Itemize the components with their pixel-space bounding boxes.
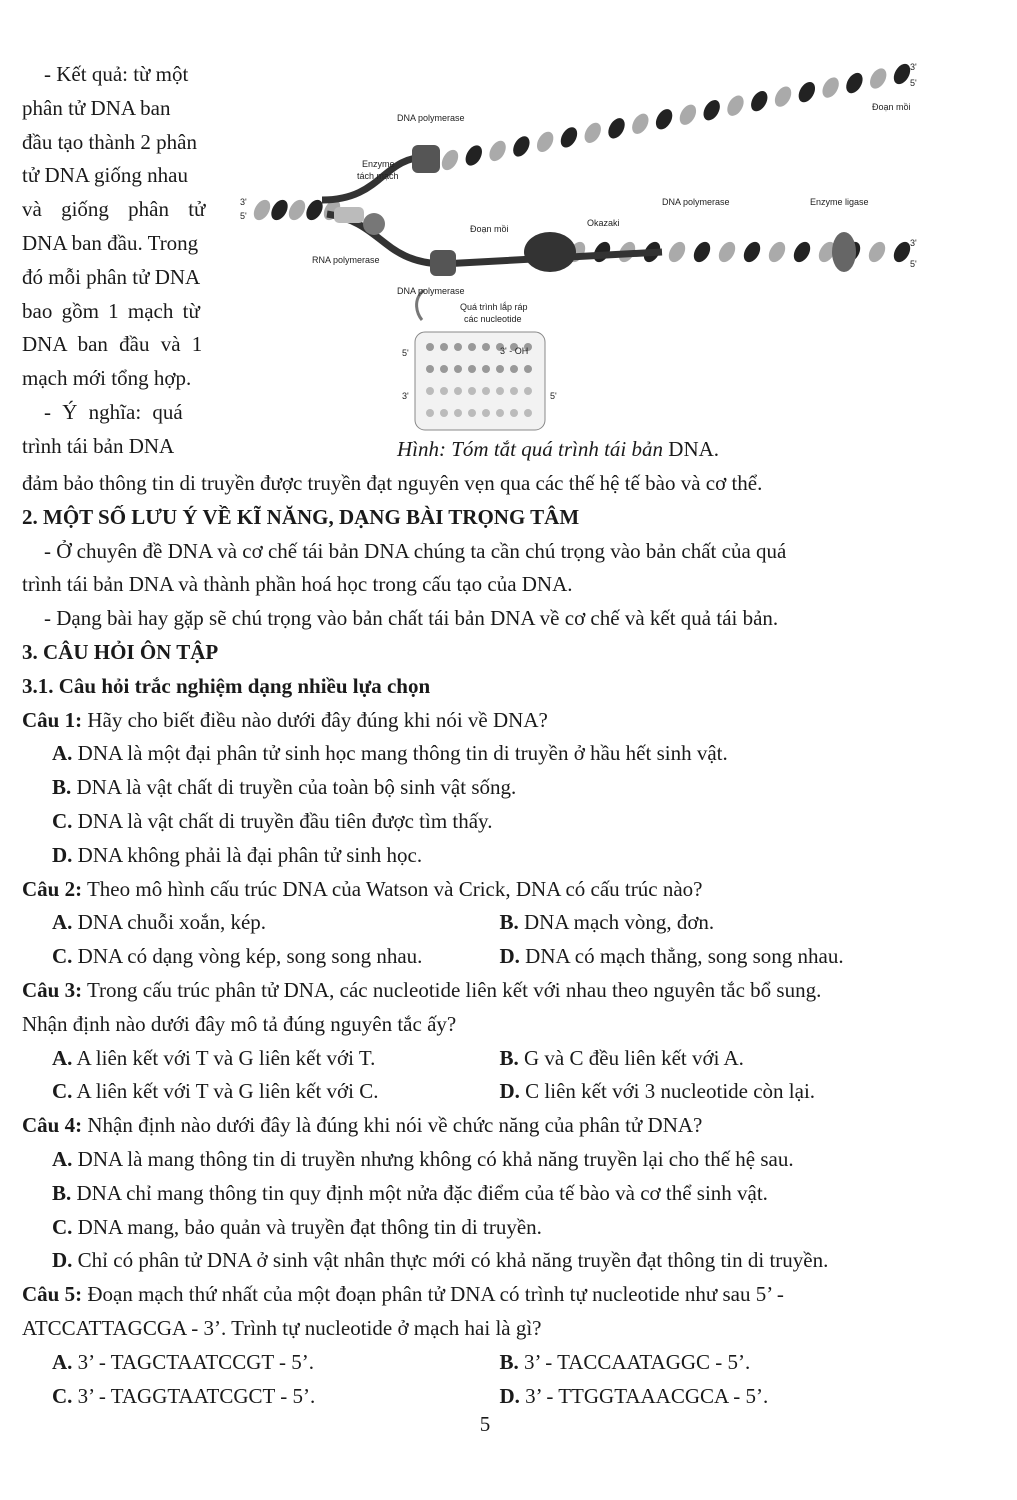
option: C. DNA là vật chất di truyền đầu tiên được tìm thấy. [52, 808, 493, 833]
text-line: tử DNA giống nhau [22, 163, 188, 188]
nucleotide [454, 365, 462, 373]
helix-turn [700, 97, 723, 123]
helix-turn [629, 111, 652, 137]
option: B. DNA là vật chất di truyền của toàn bộ sinh vật sống. [52, 775, 517, 800]
subsection-heading: 3.1. Câu hỏi trắc nghiệm dạng nhiều lựa chọn [22, 673, 431, 698]
rna-polymerase-shape [363, 213, 385, 235]
nucleotide [440, 343, 448, 351]
nucleotide [524, 387, 532, 395]
nucleotide [426, 343, 434, 351]
helix-turn [843, 70, 866, 96]
option: C. A liên kết với T và G liên kết với C. [52, 1079, 379, 1104]
nucleotide [524, 409, 532, 417]
text-line: - Kết quả: từ một [44, 62, 189, 86]
nucleotide [426, 365, 434, 373]
nucleotide [454, 343, 462, 351]
option: B. DNA mạch vòng, đơn. [499, 910, 715, 935]
helix-turn [268, 197, 291, 223]
helicase-shape [334, 207, 364, 223]
text-line: và giống phân tử [22, 197, 206, 222]
nucleotide [454, 409, 462, 417]
option: A. DNA là một đại phân tử sinh học mang thông tin di truyền ở hầu hết sinh vật. [52, 741, 728, 766]
paragraph: trình tái bản DNA và thành phần hoá học trong cấu tạo của DNA. [22, 572, 573, 597]
text-line: - Ý nghĩa: quá [44, 399, 183, 424]
nucleotide [482, 409, 490, 417]
question-2: Câu 2: Theo mô hình cấu trúc DNA của Watson và Crick, DNA có cấu trúc nào? A. DNA chuỗi xoắn, kép. B. DNA mạch vòng, đơn. C. DNA có dạng vòng kép, song song nhau. D. DNA có mạch thẳng, song song nhau. [22, 873, 947, 974]
helix-turn [795, 79, 818, 105]
svg-text:Đoạn mồi: Đoạn mồi [470, 224, 509, 234]
helix-turn [819, 75, 842, 101]
svg-text:3' - OH: 3' - OH [500, 346, 529, 356]
svg-text:3': 3' [910, 238, 917, 248]
helix-turn [867, 66, 890, 92]
helix-turn [740, 239, 763, 265]
text-line: mạch mới tổng hợp. [22, 366, 192, 391]
nucleotide [496, 409, 504, 417]
helix-turn [534, 129, 557, 155]
figure-caption: Hình: Tóm tắt quá trình tái bản DNA. [397, 437, 720, 461]
svg-text:5': 5' [910, 78, 917, 88]
question-1: Câu 1: Hãy cho biết điều nào dưới đây đúng khi nói về DNA? A. DNA là một đại phân tử sinh học mang thông tin di truyền ở hầu hết sinh vật. B. DNA là vật chất di truyền của toàn bộ sinh vật sống. C. DNA là vật chất di truyền đầu tiên được tìm thấy. D. DNA không phải là đại phân tử sinh học. [22, 704, 947, 873]
svg-text:Đoạn mồi: Đoạn mồi [872, 102, 911, 112]
text-line: bao gồm 1 mạch từ [22, 298, 200, 323]
ligase-shape [832, 232, 856, 272]
option: C. 3’ - TAGGTAATCGCT - 5’. [52, 1383, 316, 1408]
svg-text:DNA polymerase: DNA polymerase [397, 113, 465, 123]
helix-turn [462, 142, 485, 168]
option: B. G và C đều liên kết với A. [499, 1045, 744, 1070]
helix-turn [771, 84, 794, 110]
svg-text:DNA polymerase: DNA polymerase [397, 286, 465, 296]
helix-turn [676, 102, 699, 128]
paragraph: - Ở chuyên đề DNA và cơ chế tái bản DNA chúng ta cần chú trọng vào bản chất của quá [44, 538, 787, 563]
svg-text:3': 3' [402, 391, 409, 401]
text-line: DNA ban đầu và 1 [22, 332, 203, 357]
helix-turn [765, 239, 788, 265]
helix-turn [690, 239, 713, 265]
option: B. DNA chỉ mang thông tin quy định một nửa đặc điểm của tế bào và cơ thể sinh vật. [52, 1180, 768, 1205]
helix-turn [665, 239, 688, 265]
option: C. DNA có dạng vòng kép, song song nhau. [52, 944, 423, 969]
option: D. Chỉ có phân tử DNA ở sinh vật nhân thực mới có khả năng truyền đạt thông tin di truyền. [52, 1248, 829, 1273]
svg-text:RNA polymerase: RNA polymerase [312, 255, 380, 265]
helix-turn [748, 88, 771, 114]
text-line: DNA ban đầu. Trong [22, 230, 199, 255]
nucleotide [468, 387, 476, 395]
nucleotide [482, 387, 490, 395]
svg-text:Okazaki: Okazaki [587, 218, 620, 228]
helix-turn [865, 239, 888, 265]
left-column-text [22, 58, 214, 464]
page-number: 5 [479, 1412, 491, 1436]
svg-text:5': 5' [240, 211, 247, 221]
dna-polymerase-right-shape [524, 232, 576, 272]
dna-helix-upper [438, 61, 913, 173]
svg-text:3': 3' [240, 197, 247, 207]
helix-turn [510, 133, 533, 159]
nucleotide [468, 343, 476, 351]
nucleotide [426, 409, 434, 417]
svg-text:các nucleotide: các nucleotide [464, 314, 522, 324]
svg-text:Quá trình lắp ráp: Quá trình lắp ráp [460, 302, 528, 312]
option: D. DNA có mạch thẳng, song song nhau. [499, 944, 844, 969]
text-line: phân tử DNA ban [22, 95, 171, 120]
section-heading: 2. MỘT SỐ LƯU Ý VỀ KĨ NĂNG, DẠNG BÀI TRỌNG TÂM [22, 504, 580, 529]
option: B. 3’ - TACCAATAGGC - 5’. [499, 1349, 751, 1374]
helix-turn [653, 106, 676, 132]
svg-text:DNA polymerase: DNA polymerase [662, 197, 730, 207]
svg-text:Enzyme ligase: Enzyme ligase [810, 197, 869, 207]
section-heading: 3. CÂU HỎI ÔN TẬP [22, 639, 219, 664]
option: C. DNA mang, bảo quản và truyền đạt thông tin di truyền. [52, 1214, 542, 1239]
svg-text:5': 5' [550, 391, 557, 401]
nucleotide [468, 409, 476, 417]
option: D. DNA không phải là đại phân tử sinh học. [52, 842, 423, 867]
dna-replication-figure [232, 52, 932, 432]
nucleotide [440, 387, 448, 395]
helix-turn [486, 138, 509, 164]
helix-turn [250, 197, 273, 223]
main-content [22, 467, 947, 1413]
nucleotide [482, 365, 490, 373]
nucleotide [510, 365, 518, 373]
paragraph: - Dạng bài hay gặp sẽ chú trọng vào bản chất tái bản DNA về cơ chế và kết quả tái bản. [44, 606, 779, 631]
text-line: trình tái bản DNA [22, 433, 175, 458]
helix-turn [557, 124, 580, 150]
text-line: đầu tạo thành 2 phân [22, 129, 197, 154]
nucleotide [496, 365, 504, 373]
option: A. A liên kết với T và G liên kết với T. [52, 1045, 376, 1070]
paragraph: đảm bảo thông tin di truyền được truyền đạt nguyên vẹn qua các thế hệ tế bào và cơ thể. [22, 471, 763, 495]
option: A. 3’ - TAGCTAATCCGT - 5’. [52, 1349, 315, 1374]
question-5: Câu 5: Đoạn mạch thứ nhất của một đoạn phân tử DNA có trình tự nucleotide như sau 5’ - ATCCATTAGCGA - 3’. Trình tự nucleotide ở mạch hai là gì? A. 3’ - TAGCTAATCCGT - 5’. B. 3’ - TACCAATAGGC - 5’. C. 3’ - TAGGTAATCGCT - 5’. D. 3’ - TTGGTAAACGCA - 5’. [22, 1278, 947, 1413]
question-4: Câu 4: Nhận định nào dưới đây là đúng khi nói về chức năng của phân tử DNA? A. DNA là mang thông tin di truyền nhưng không có khả năng truyền lại cho thế hệ sau. B. DNA chỉ mang thông tin quy định một nửa đặc điểm của tế bào và cơ thể sinh vật. C. DNA mang, bảo quản và truyền đạt thông tin di truyền. D. Chỉ có phân tử DNA ở sinh vật nhân thực mới có khả năng truyền đạt thông tin di truyền. [22, 1109, 947, 1278]
svg-text:5': 5' [402, 348, 409, 358]
nucleotide [482, 343, 490, 351]
nucleotide [440, 409, 448, 417]
nucleotide [426, 387, 434, 395]
option: A. DNA là mang thông tin di truyền nhưng không có khả năng truyền lại cho thế hệ sau. [52, 1146, 794, 1171]
helix-turn [285, 197, 308, 223]
helix-turn [715, 239, 738, 265]
helix-turn [605, 115, 628, 141]
svg-text:tách mạch: tách mạch [357, 171, 399, 181]
option: D. C liên kết với 3 nucleotide còn lại. [499, 1079, 816, 1104]
question-3: Câu 3: Trong cấu trúc phân tử DNA, các nucleotide liên kết với nhau theo nguyên tắc bổ sung. Nhận định nào dưới đây mô tả đúng nguyên tắc ấy? A. A liên kết với T và G liên kết với T. B. G và C đều liên kết với A. C. A liên kết với T và G liên kết với C. D. C liên kết với 3 nucleotide còn lại. [22, 974, 947, 1109]
option: D. 3’ - TTGGTAAACGCA - 5’. [499, 1383, 769, 1408]
nucleotide [524, 365, 532, 373]
nucleotide [510, 409, 518, 417]
helix-turn [790, 239, 813, 265]
nucleotide [440, 365, 448, 373]
svg-text:3': 3' [910, 62, 917, 72]
nucleotide [510, 387, 518, 395]
svg-text:5': 5' [910, 259, 917, 269]
text-line: đó mỗi phân tử DNA [22, 264, 201, 289]
dna-polymerase-top-shape [412, 145, 440, 173]
svg-text:Enzyme: Enzyme [362, 159, 395, 169]
nucleotide [468, 365, 476, 373]
nucleotide [496, 387, 504, 395]
nucleotide [454, 387, 462, 395]
helix-turn [438, 147, 461, 173]
dna-polymerase-mid-shape [430, 250, 456, 276]
option: A. DNA chuỗi xoắn, kép. [52, 910, 267, 935]
helix-turn [581, 120, 604, 146]
helix-turn [724, 93, 747, 119]
